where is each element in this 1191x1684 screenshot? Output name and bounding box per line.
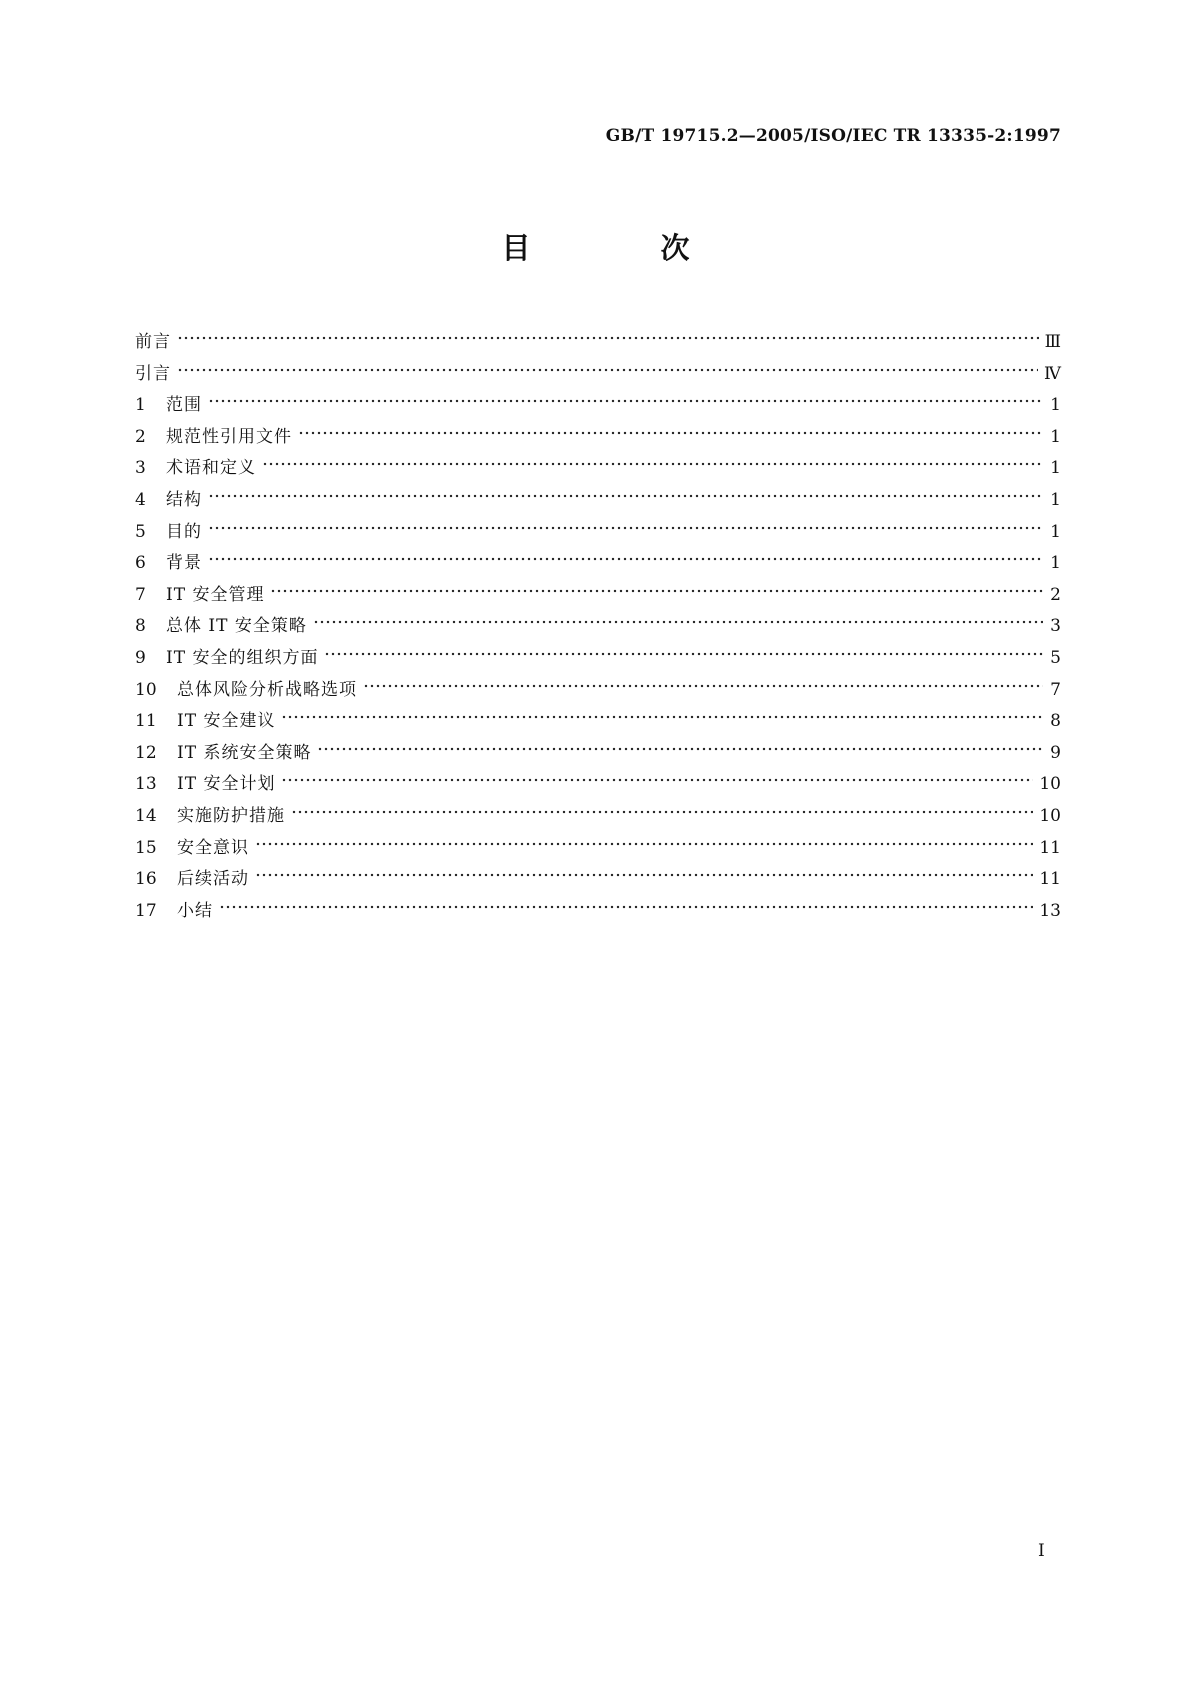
toc-entry-number: 16 (135, 869, 157, 890)
toc-entry[interactable] (135, 359, 1061, 391)
toc-entry[interactable] (135, 485, 1061, 517)
toc-entry-label: 安全意识 (177, 837, 249, 858)
toc-entry[interactable] (135, 738, 1061, 770)
toc-dot-leader (255, 838, 1033, 850)
toc-dot-leader (281, 711, 1043, 723)
toc-entry-label: 目的 (166, 521, 202, 542)
toc-entry-number: 3 (135, 458, 146, 479)
toc-dot-leader (363, 680, 1043, 692)
toc-entry-label: 范围 (166, 395, 202, 416)
toc-entry-label: 后续活动 (177, 869, 249, 890)
toc-entry-page: 7 (1050, 679, 1061, 700)
toc-dot-leader (208, 553, 1043, 565)
standard-code-header: GB/T 19715.2—2005/ISO/IEC TR 13335-2:1997 (605, 126, 1061, 146)
toc-entry[interactable] (135, 422, 1061, 454)
toc-entry-number: 15 (135, 837, 157, 858)
toc-entry-number: 2 (135, 426, 146, 447)
toc-entry-label: 结构 (166, 489, 202, 510)
toc-entry-number: 6 (135, 553, 146, 574)
toc-dot-leader (317, 743, 1043, 755)
toc-entry-number: 4 (135, 489, 146, 510)
toc-entry-number: 1 (135, 395, 146, 416)
toc-entry-number: 14 (135, 805, 157, 826)
toc-entry-label: 规范性引用文件 (166, 426, 292, 447)
toc-dot-leader (219, 901, 1033, 913)
toc-entry[interactable] (135, 675, 1061, 707)
toc-dot-leader (313, 616, 1043, 628)
toc-entry[interactable] (135, 453, 1061, 485)
toc-entry-label: 小结 (177, 900, 213, 921)
toc-entry-number: 9 (135, 647, 146, 668)
toc-entry-page: 1 (1050, 395, 1061, 416)
table-of-contents (135, 327, 1061, 927)
toc-entry-number: 10 (135, 679, 157, 700)
toc-dot-leader (270, 585, 1043, 597)
toc-entry-label: 背景 (166, 553, 202, 574)
toc-entry-label: 总体 IT 安全策略 (166, 616, 307, 637)
toc-dot-leader (255, 869, 1033, 881)
toc-entry-page: 10 (1039, 805, 1061, 826)
toc-entry-number: 17 (135, 900, 157, 921)
toc-entry-page: 1 (1050, 426, 1061, 447)
toc-entry-page: 2 (1050, 584, 1061, 605)
toc-entry-label: 引言 (135, 363, 171, 384)
toc-entry-label: 前言 (135, 332, 171, 352)
toc-dot-leader (281, 774, 1033, 786)
toc-entry-number: 11 (135, 711, 157, 732)
toc-entry-number: 5 (135, 521, 146, 542)
toc-entry[interactable] (135, 864, 1061, 896)
toc-entry[interactable] (135, 580, 1061, 612)
toc-dot-leader (177, 332, 1039, 344)
toc-dot-leader (208, 395, 1043, 407)
toc-dot-leader (208, 490, 1043, 502)
toc-entry-page: 1 (1050, 553, 1061, 574)
toc-entry-label: IT 安全管理 (166, 584, 265, 605)
page-title: 目 次 (501, 231, 750, 265)
toc-entry-page: 1 (1050, 521, 1061, 542)
toc-entry-number: 8 (135, 616, 146, 637)
toc-dot-leader (177, 364, 1038, 376)
toc-entry[interactable] (135, 896, 1061, 928)
toc-entry[interactable] (135, 833, 1061, 865)
toc-entry-page: 5 (1050, 647, 1061, 668)
toc-entry-page: 11 (1039, 837, 1061, 858)
toc-entry-number: 7 (135, 584, 146, 605)
toc-dot-leader (298, 427, 1043, 439)
toc-entry-page: 11 (1039, 869, 1061, 890)
toc-dot-leader (324, 648, 1043, 660)
toc-entry-page: 13 (1039, 900, 1061, 921)
toc-entry-page: Ⅲ (1044, 332, 1061, 352)
toc-entry-label: IT 安全建议 (177, 711, 276, 732)
toc-entry-page: 1 (1050, 458, 1061, 479)
toc-entry-label: IT 系统安全策略 (177, 742, 312, 763)
toc-entry[interactable] (135, 548, 1061, 580)
toc-entry[interactable] (135, 390, 1061, 422)
toc-entry-page: 1 (1050, 489, 1061, 510)
toc-entry-label: 总体风险分析战略选项 (177, 679, 357, 700)
toc-entry-page: Ⅳ (1044, 363, 1061, 384)
toc-entry[interactable] (135, 327, 1061, 359)
toc-entry-number: 13 (135, 774, 157, 795)
toc-entry-label: IT 安全计划 (177, 774, 276, 795)
toc-dot-leader (208, 522, 1043, 534)
toc-entry[interactable] (135, 611, 1061, 643)
toc-entry[interactable] (135, 769, 1061, 801)
toc-entry[interactable] (135, 706, 1061, 738)
toc-entry-page: 3 (1050, 616, 1061, 637)
toc-entry-label: IT 安全的组织方面 (166, 647, 319, 668)
toc-dot-leader (262, 458, 1043, 470)
page-number: Ⅰ (1038, 1541, 1045, 1561)
toc-entry[interactable] (135, 801, 1061, 833)
toc-entry[interactable] (135, 643, 1061, 675)
toc-entry-page: 8 (1050, 711, 1061, 732)
toc-entry-label: 实施防护措施 (177, 805, 285, 826)
toc-entry-number: 12 (135, 742, 157, 763)
toc-entry-page: 10 (1039, 774, 1061, 795)
toc-dot-leader (291, 806, 1033, 818)
toc-entry-label: 术语和定义 (166, 458, 256, 479)
toc-entry-page: 9 (1050, 742, 1061, 763)
toc-entry[interactable] (135, 517, 1061, 549)
